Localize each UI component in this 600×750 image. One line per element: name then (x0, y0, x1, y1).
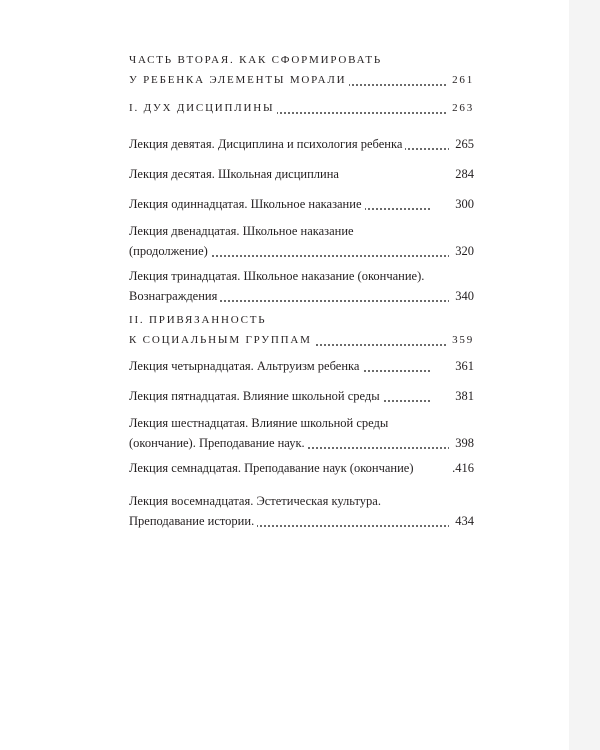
toc-section-1[interactable] (129, 98, 474, 118)
toc-page-number: 361 (449, 356, 474, 376)
toc-entry-lecture-16[interactable] (129, 413, 474, 453)
toc-page-number: 265 (449, 134, 474, 154)
toc-entry-title-line2: (окончание). Преподавание наук. (129, 436, 308, 450)
toc-page-number: 320 (449, 241, 474, 261)
toc-page-number: .416 (446, 458, 474, 478)
toc-entry-lecture-17[interactable] (129, 458, 474, 478)
toc-entry-title-line2: Вознаграждения (129, 289, 220, 303)
toc-entry-title: Лекция девятая. Дисциплина и психология ребенка (129, 137, 405, 151)
toc-part-title-line1: ЧАСТЬ ВТОРАЯ. КАК СФОРМИРОВАТЬ (129, 54, 385, 66)
toc-entry-lecture-9[interactable] (129, 134, 474, 154)
toc-page-number: 381 (449, 386, 474, 406)
toc-entry-title-line1: Лекция шестнадцатая. Влияние школьной среды (129, 416, 391, 430)
toc-section-title-line2: К СОЦИАЛЬНЫМ ГРУППАМ (129, 334, 315, 346)
toc-page-number: 359 (446, 330, 474, 350)
toc-entry-lecture-14[interactable] (129, 356, 474, 376)
toc-entry-title-line2: (продолжение) (129, 244, 211, 258)
toc-entry-title: Лекция десятая. Школьная дисциплина (129, 167, 342, 181)
toc-entry-lecture-12[interactable] (129, 221, 474, 261)
toc-page-number: 300 (449, 194, 474, 214)
toc-entry-title: Лекция одиннадцатая. Школьное наказание (129, 197, 365, 211)
toc-entry-title: Лекция пятнадцатая. Влияние школьной среды (129, 389, 383, 403)
toc-page-number: 284 (449, 164, 474, 184)
page-edge-shade (569, 0, 600, 750)
toc-entry-title-line1: Лекция восемнадцатая. Эстетическая культура. (129, 494, 384, 508)
toc-section-title-line1: II. ПРИВЯЗАННОСТЬ (129, 314, 269, 326)
toc-entry-lecture-10[interactable] (129, 164, 474, 184)
toc-page-number: 340 (449, 286, 474, 306)
toc-page-number: 263 (446, 98, 474, 118)
toc-section-2[interactable] (129, 310, 474, 350)
toc-entry-title: Лекция семнадцатая. Преподавание наук (окончание) (129, 461, 417, 475)
toc-entry-title-line1: Лекция двенадцатая. Школьное наказание (129, 224, 357, 238)
toc-section-title: I. ДУХ ДИСЦИПЛИНЫ (129, 102, 277, 114)
toc-entry-title: Лекция четырнадцатая. Альтруизм ребенка (129, 359, 362, 373)
toc-entry-title-line1: Лекция тринадцатая. Школьное наказание (окончание). (129, 269, 427, 283)
toc-part-title-line2: У РЕБЕНКА ЭЛЕМЕНТЫ МОРАЛИ (129, 74, 349, 86)
toc-entry-lecture-18[interactable] (129, 491, 474, 531)
toc-entry-lecture-11[interactable] (129, 194, 474, 214)
toc-entry-lecture-13[interactable] (129, 266, 474, 306)
toc-page-number: 398 (449, 433, 474, 453)
toc-part-heading[interactable] (129, 50, 474, 90)
toc-page-number: 261 (446, 70, 474, 90)
toc-entry-lecture-15[interactable] (129, 386, 474, 406)
toc-entry-title-line2: Преподавание истории. (129, 514, 257, 528)
toc-page-number: 434 (449, 511, 474, 531)
